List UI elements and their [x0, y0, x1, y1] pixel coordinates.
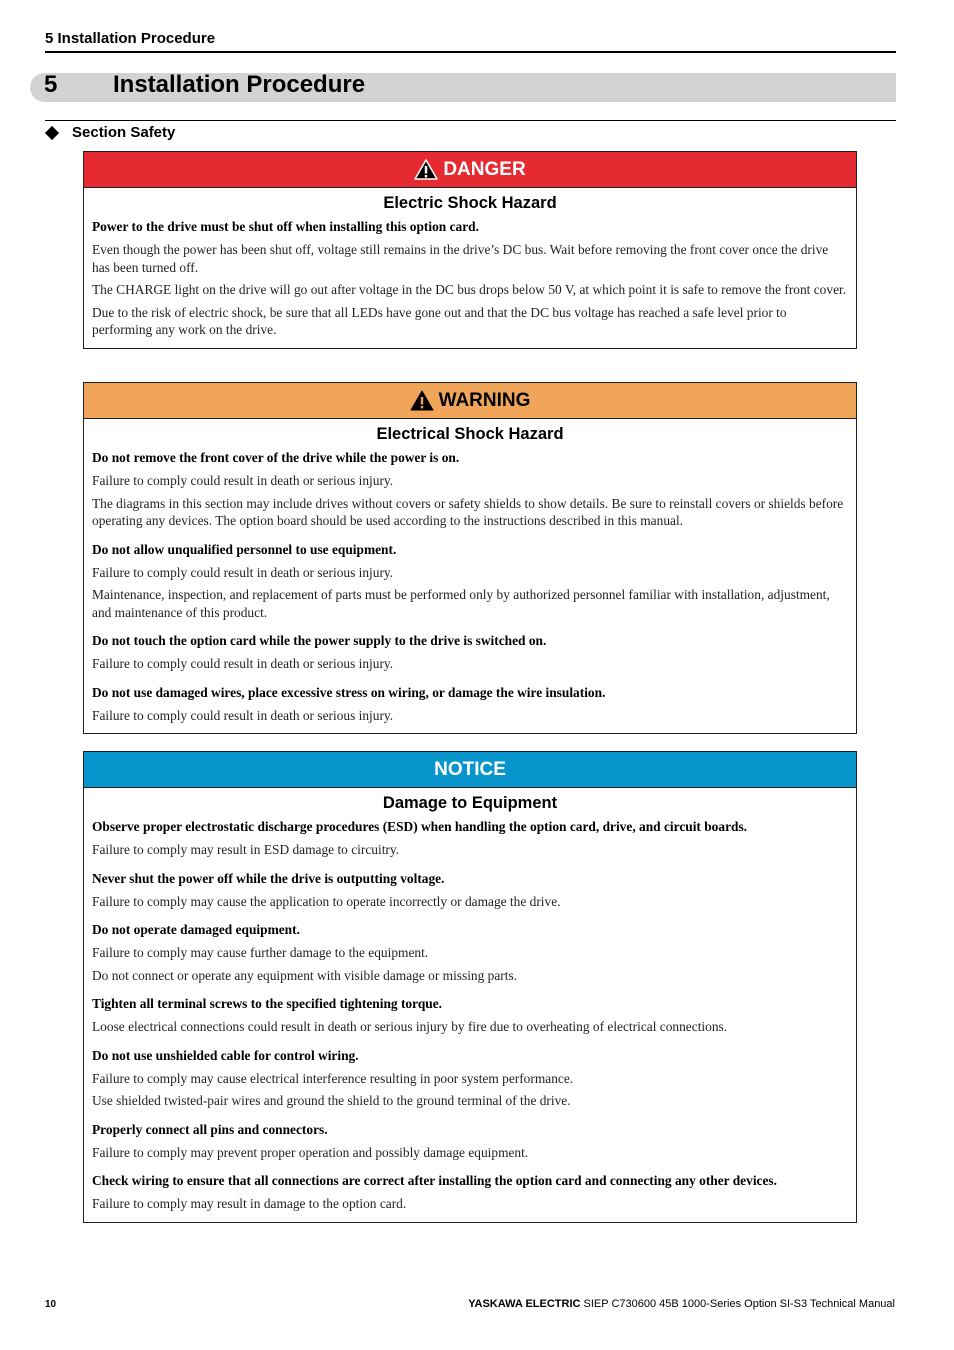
warning-group	[92, 449, 848, 530]
warning-instruction: Do not use damaged wires, place excessive stress on wiring, or damage the wire insulation.	[92, 684, 606, 700]
danger-instruction: Power to the drive must be shut off when installing this option card.	[92, 219, 479, 234]
notice-text: Failure to comply may prevent proper operation and possibly damage equipment.	[92, 1144, 529, 1160]
danger-label: DANGER	[443, 158, 526, 180]
danger-header	[84, 152, 856, 188]
notice-text: Failure to comply may result in ESD damage to circuitry.	[92, 842, 400, 857]
notice-label: NOTICE	[434, 758, 506, 780]
warning-text: The diagrams in this section may include drives without covers or safety shields to show details. Be sure to reinstall covers or shields before operating any devices. The option board should be used according to the instructions described in this manual.	[92, 495, 844, 528]
warning-group	[92, 541, 848, 622]
danger-hazard-title: Electric Shock Hazard	[383, 194, 557, 212]
warning-group	[92, 632, 848, 673]
notice-instruction: Do not operate damaged equipment.	[92, 922, 300, 937]
danger-body	[84, 188, 856, 348]
notice-group	[92, 995, 848, 1036]
warning-box	[83, 382, 857, 734]
notice-text: Use shielded twisted-pair wires and ground the shield to the ground terminal of the drive.	[92, 1093, 571, 1108]
notice-hazard-title: Damage to Equipment	[382, 794, 558, 812]
running-header: 5 Installation Procedure	[45, 30, 216, 47]
header-rule	[45, 51, 896, 53]
notice-text: Failure to comply may cause further damage to the equipment.	[92, 945, 429, 960]
footer-brand: YASKAWA ELECTRIC	[468, 1298, 581, 1310]
warning-triangle-icon	[410, 390, 434, 411]
warning-text: Failure to comply could result in death or serious injury.	[92, 564, 394, 580]
danger-group	[92, 218, 848, 339]
notice-instruction: Do not use unshielded cable for control wiring.	[92, 1047, 359, 1063]
notice-text: Failure to comply may cause electrical interference resulting in poor system performance.	[92, 1070, 574, 1086]
notice-text: Failure to comply may cause the application to operate incorrectly or damage the drive.	[92, 893, 561, 909]
footer-document-title: SIEP C730600 45B 1000-Series Option SI-S3 Technical Manual	[583, 1298, 895, 1310]
notice-body	[84, 788, 856, 1222]
warning-label: WARNING	[438, 389, 531, 411]
danger-text: Due to the risk of electric shock, be sure that all LEDs have gone out and that the DC bus voltage has reached a safe level prior to performing any work on the drive.	[92, 304, 787, 337]
notice-instruction: Never shut the power off while the drive is outputting voltage.	[92, 870, 445, 886]
warning-text: Failure to comply could result in death or serious injury.	[92, 656, 394, 671]
warning-instruction: Do not allow unqualified personnel to use equipment.	[92, 541, 397, 557]
notice-group	[92, 870, 848, 911]
notice-group	[92, 1172, 848, 1213]
chapter-rule	[45, 120, 896, 121]
warning-text: Maintenance, inspection, and replacement of parts must be performed only by authorized personnel familiar with installation, adjustment, and maintenance of this product.	[92, 587, 830, 620]
notice-text: Failure to comply may result in damage to the option card.	[92, 1196, 407, 1211]
notice-instruction: Properly connect all pins and connectors.	[92, 1121, 328, 1137]
notice-text: Do not connect or operate any equipment with visible damage or missing parts.	[92, 967, 518, 983]
warning-text: Failure to comply could result in death or serious injury.	[92, 473, 394, 488]
warning-text: Failure to comply could result in death or serious injury.	[92, 707, 394, 723]
warning-hazard-title: Electrical Shock Hazard	[376, 425, 564, 443]
notice-group	[92, 818, 848, 859]
warning-body	[84, 419, 856, 733]
notice-instruction: Check wiring to ensure that all connections are correct after installing the option card and connecting any other devices.	[92, 1173, 777, 1188]
danger-box	[83, 151, 857, 349]
notice-header	[84, 752, 856, 788]
notice-group	[92, 1121, 848, 1162]
diamond-bullet-icon	[45, 125, 59, 139]
section-heading	[47, 124, 175, 141]
warning-instruction: Do not remove the front cover of the drive while the power is on.	[92, 450, 460, 465]
warning-group	[92, 684, 848, 725]
notice-instruction: Observe proper electrostatic discharge procedures (ESD) when handling the option card, drive, and circuit boards.	[92, 819, 748, 834]
warning-instruction: Do not touch the option card while the power supply to the drive is switched on.	[92, 633, 547, 648]
page-number: 10	[45, 1299, 57, 1310]
danger-text: The CHARGE light on the drive will go out after voltage in the DC bus drops below 50 V, at which point it is safe to remove the front cover.	[92, 282, 847, 297]
warning-triangle-icon	[414, 159, 438, 180]
notice-text: Loose electrical connections could result in death or serious injury by fire due to overheating of electrical connections.	[92, 1019, 728, 1034]
notice-group	[92, 1047, 848, 1110]
chapter-title: Installation Procedure	[113, 71, 366, 98]
chapter-number: 5	[44, 71, 58, 98]
footer-document-info	[468, 1298, 895, 1310]
section-title: Section Safety	[72, 124, 176, 141]
notice-box	[83, 751, 857, 1223]
notice-group	[92, 921, 848, 984]
notice-instruction: Tighten all terminal screws to the specified tightening torque.	[92, 996, 442, 1011]
warning-header	[84, 383, 856, 419]
danger-text: Even though the power has been shut off, voltage still remains in the drive’s DC bus. Wait before removing the front cover once the drive has been turned off.	[92, 242, 829, 275]
